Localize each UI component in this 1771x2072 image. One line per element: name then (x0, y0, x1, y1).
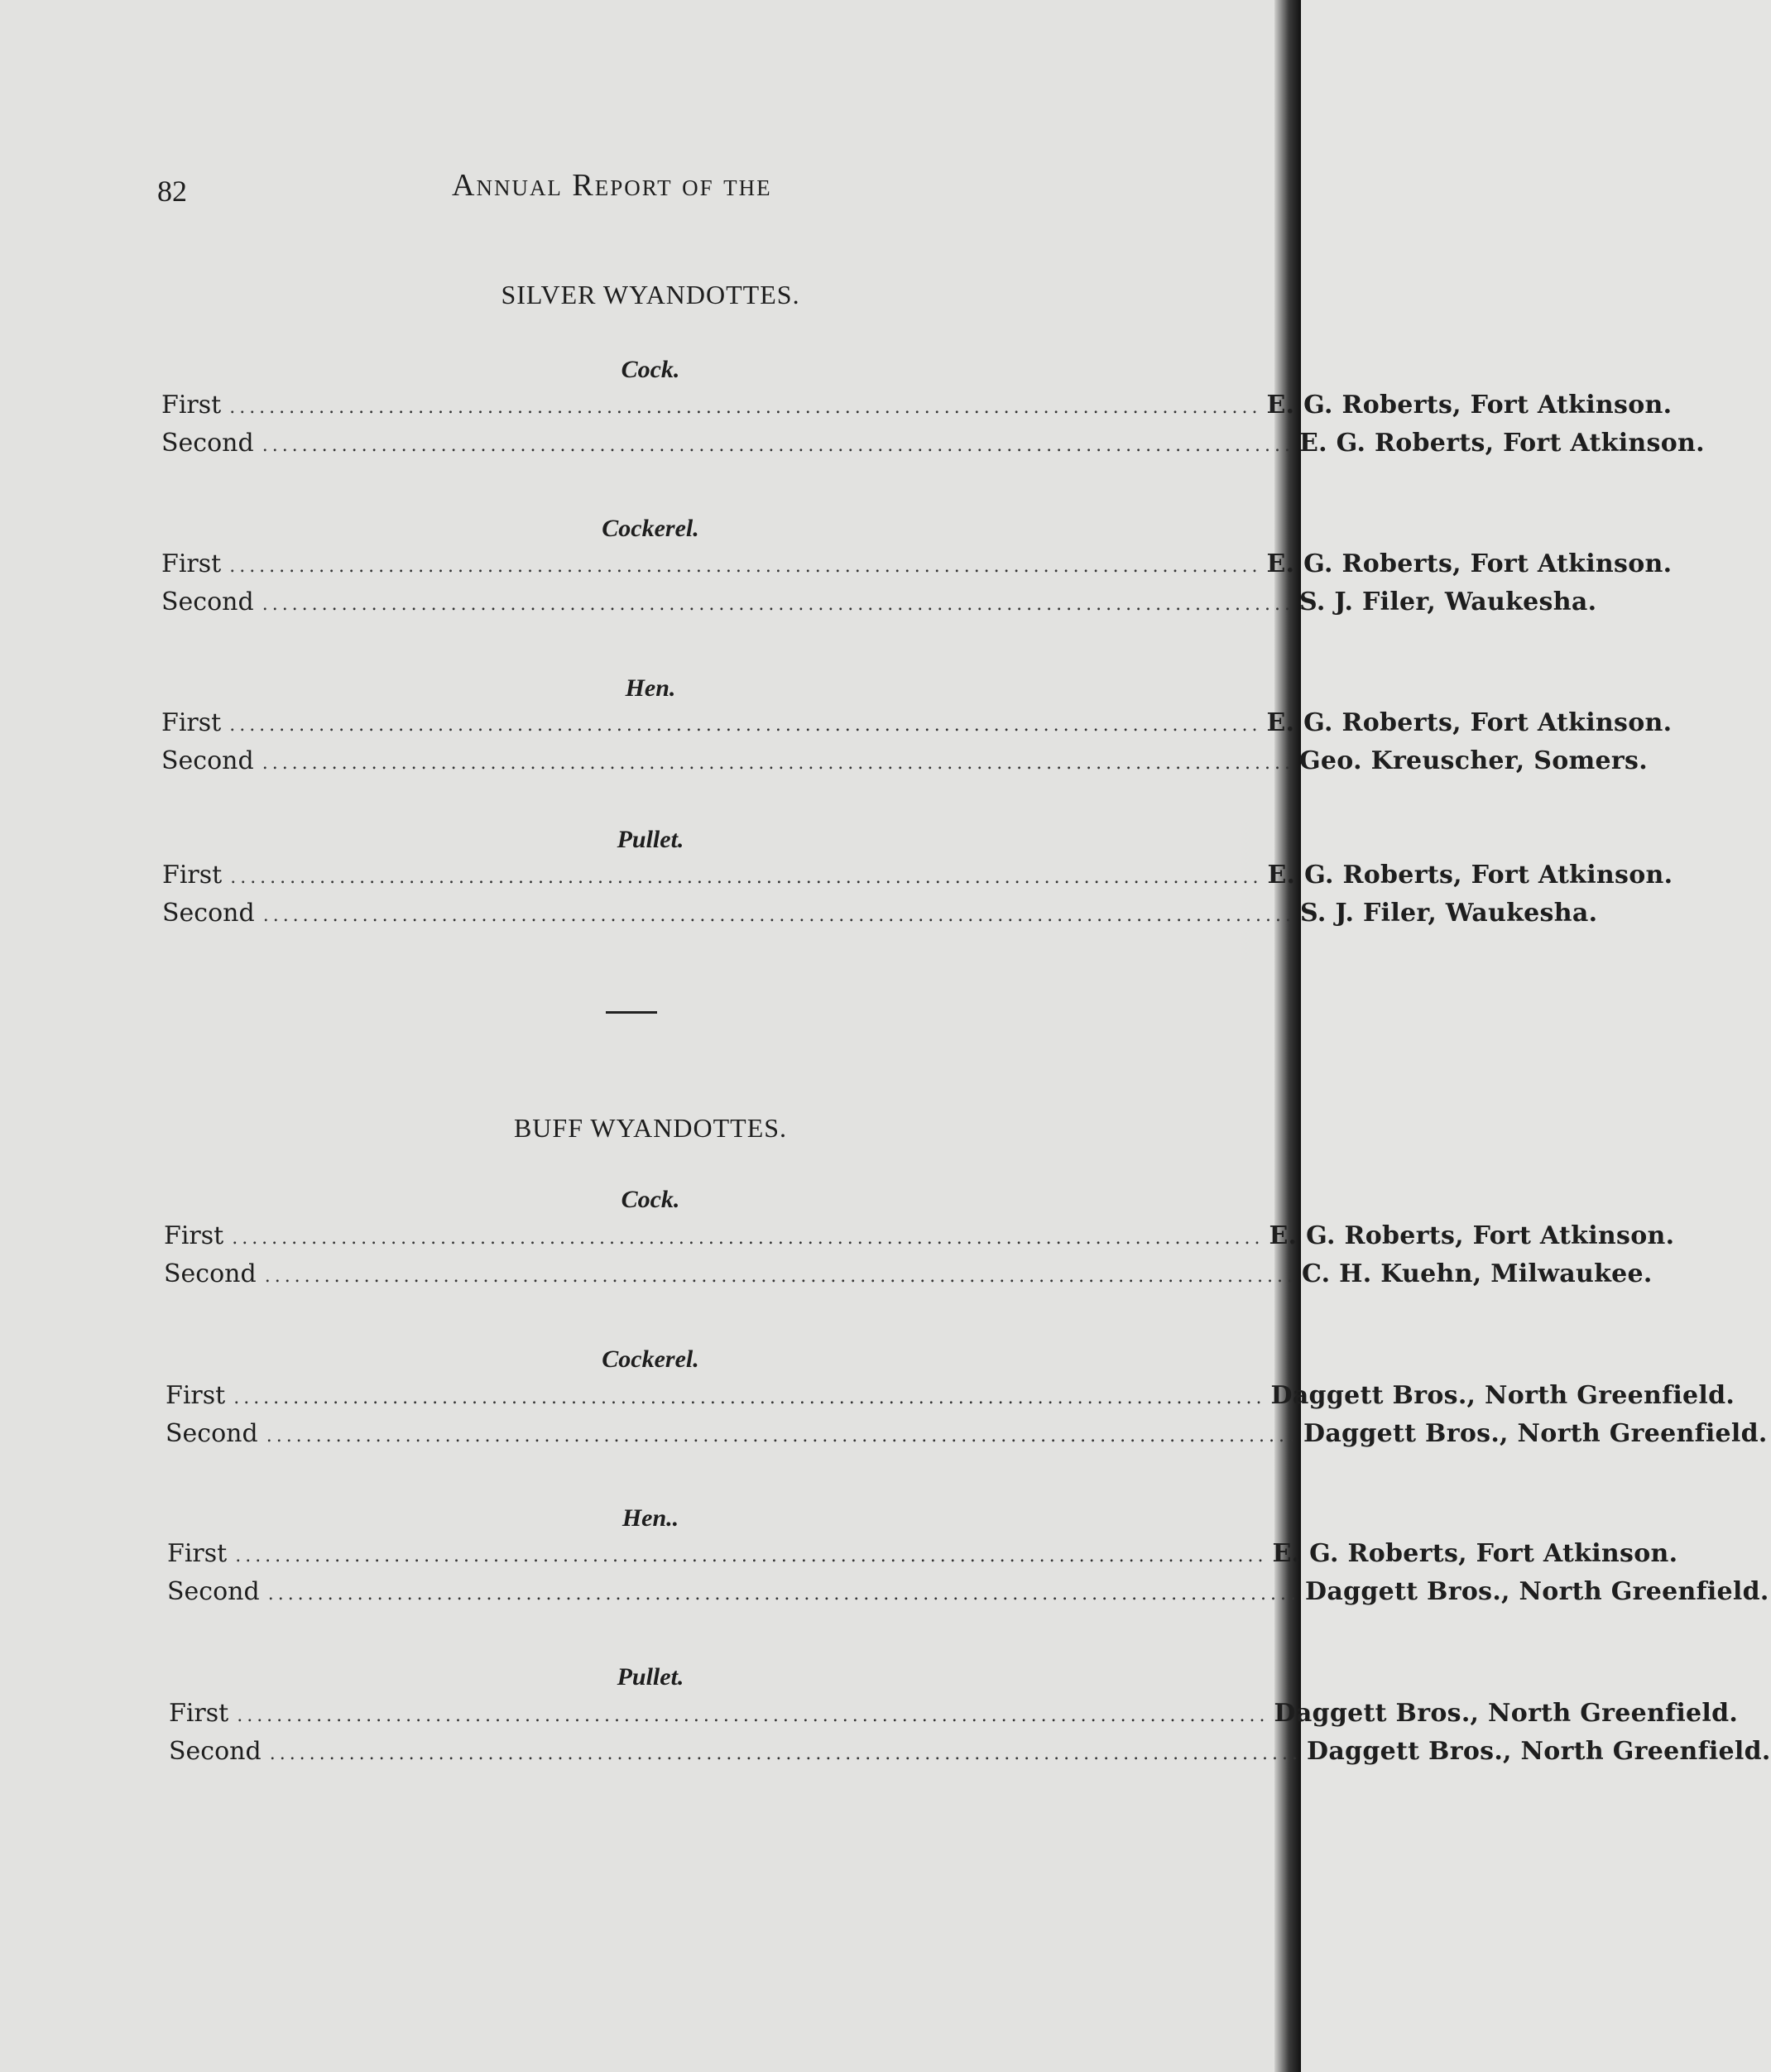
class-label-cockerel: Cockerel. (602, 515, 699, 542)
winner-name: S. J. Filer, Waukesha. (1300, 899, 1598, 928)
entry-row (161, 708, 1673, 741)
leader-dots: ........................................................................................................ (264, 1266, 1297, 1287)
entry-row (161, 391, 1673, 424)
winner-name: E. G. Roberts, Fort Atkinson. (1266, 391, 1673, 420)
place-label: Second (169, 1737, 262, 1766)
leader-dots: ........................................................................................................ (229, 715, 1262, 736)
entry-row (169, 1699, 1739, 1732)
leader-dots: ........................................................................................................ (229, 556, 1262, 577)
leader-dots: ........................................................................................................ (262, 594, 1294, 615)
entry-row (167, 1577, 1769, 1610)
leader-dots: ........................................................................................................ (230, 867, 1263, 888)
winner-name: Daggett Bros., North Greenfield. (1307, 1737, 1771, 1766)
winner-name: E. G. Roberts, Fort Atkinson. (1266, 549, 1673, 578)
class-label-cockerel: Cockerel. (602, 1345, 699, 1373)
page-header (157, 167, 1150, 217)
class-label-pullet: Pullet. (617, 826, 684, 853)
place-label: Second (167, 1577, 260, 1606)
class-label-hen: Hen. (625, 674, 676, 702)
winner-name: Daggett Bros., North Greenfield. (1303, 1419, 1768, 1448)
entry-row (164, 1259, 1653, 1293)
entry-row (161, 549, 1673, 583)
place-label: Second (161, 429, 254, 458)
place-label: First (161, 391, 222, 420)
leader-dots: ........................................................................................................ (269, 1743, 1302, 1764)
place-label: First (161, 549, 222, 578)
section-divider-rule (606, 1011, 657, 1014)
class-label-hen: Hen.. (622, 1504, 679, 1532)
leader-dots: ........................................................................................................ (262, 905, 1295, 926)
leader-dots: ........................................................................................................ (267, 1584, 1300, 1604)
place-label: First (166, 1381, 226, 1410)
entry-row (164, 1221, 1675, 1254)
winner-name: E. G. Roberts, Fort Atkinson. (1269, 1221, 1675, 1250)
entry-row (162, 899, 1598, 932)
entry-row (166, 1419, 1768, 1452)
place-label: First (162, 861, 223, 890)
leader-dots: ........................................................................................................ (266, 1426, 1298, 1446)
place-label: First (167, 1539, 228, 1568)
winner-name: Daggett Bros., North Greenfield. (1305, 1577, 1769, 1606)
entry-row (161, 429, 1705, 462)
entry-row (169, 1737, 1771, 1770)
leader-dots: ........................................................................................................ (232, 1228, 1265, 1249)
place-label: First (161, 708, 222, 737)
leader-dots: ........................................................................................................ (262, 435, 1294, 456)
place-label: Second (162, 899, 255, 928)
place-label: Second (166, 1419, 258, 1448)
class-label-cock: Cock. (621, 356, 680, 383)
winner-name: E. G. Roberts, Fort Atkinson. (1267, 861, 1673, 890)
place-label: Second (161, 746, 254, 775)
winner-name: Geo. Kreuscher, Somers. (1299, 746, 1648, 775)
winner-name: S. J. Filer, Waukesha. (1299, 588, 1597, 616)
winner-name: Daggett Bros., North Greenfield. (1274, 1699, 1739, 1728)
leader-dots: ........................................................................................................ (229, 397, 1262, 418)
winner-name: E. G. Roberts, Fort Atkinson. (1272, 1539, 1678, 1568)
leader-dots: ........................................................................................................ (237, 1705, 1269, 1726)
entry-row (166, 1381, 1735, 1414)
entry-row (161, 746, 1648, 779)
winner-name: C. H. Kuehn, Milwaukee. (1302, 1259, 1653, 1288)
place-label: Second (161, 588, 254, 616)
place-label: Second (164, 1259, 257, 1288)
leader-dots: ........................................................................................................ (235, 1546, 1268, 1566)
winner-name: E. G. Roberts, Fort Atkinson. (1266, 708, 1673, 737)
leader-dots: ........................................................................................................ (233, 1388, 1266, 1408)
place-label: First (169, 1699, 229, 1728)
entry-row (167, 1539, 1678, 1572)
page-number: 82 (157, 175, 187, 208)
leader-dots: ........................................................................................................ (262, 753, 1294, 774)
section-title-buff-wyandottes: BUFF WYANDOTTES. (513, 1113, 788, 1143)
entry-row (162, 861, 1673, 894)
class-label-pullet: Pullet. (617, 1663, 684, 1691)
running-head: Annual Report of the (452, 168, 772, 203)
winner-name: E. G. Roberts, Fort Atkinson. (1299, 429, 1705, 458)
section-title-silver-wyandottes: SILVER WYANDOTTES. (501, 280, 800, 309)
winner-name: Daggett Bros., North Greenfield. (1270, 1381, 1735, 1410)
place-label: First (164, 1221, 224, 1250)
entry-row (161, 588, 1597, 621)
class-label-cock: Cock. (621, 1186, 680, 1213)
